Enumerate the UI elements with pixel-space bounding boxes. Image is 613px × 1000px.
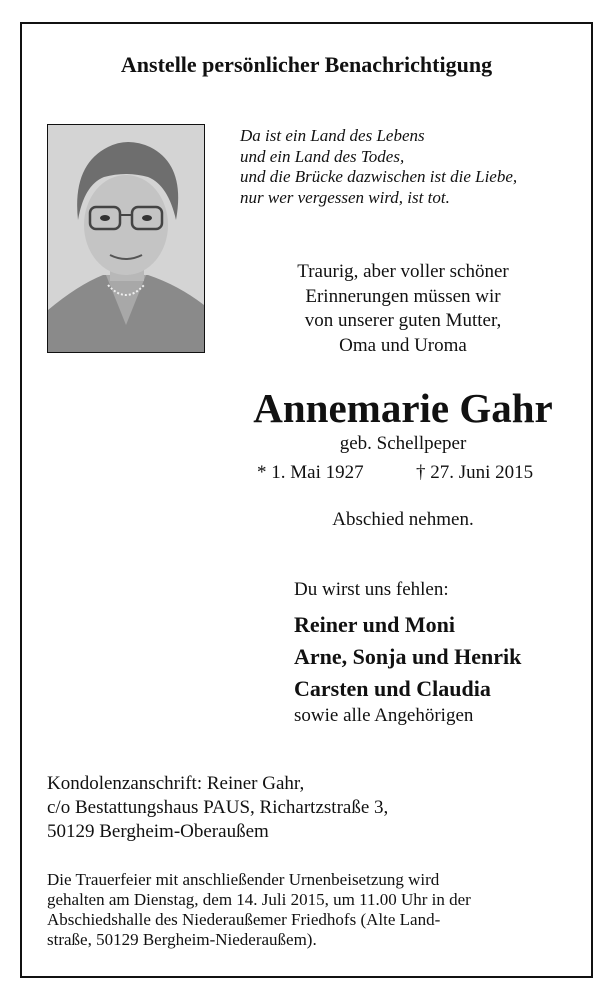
service-line: straße, 50129 Bergheim-Niederaußem).: [47, 930, 317, 949]
mourners-list: [294, 609, 521, 705]
mourner-family: Arne, Sonja und Henrik: [294, 644, 522, 669]
service-details: [47, 870, 471, 950]
address-line: Kondolenzanschrift: Reiner Gahr,: [47, 773, 305, 794]
service-line: Abschiedshalle des Niederaußemer Friedhofs (Alte Land-: [47, 910, 441, 929]
intro-line: Traurig, aber voller schöner: [297, 261, 509, 282]
missing-line: Du wirst uns fehlen:: [294, 579, 449, 600]
deceased-name: Annemarie Gahr: [253, 385, 553, 431]
poem-line: und die Brücke dazwischen ist die Liebe,: [240, 167, 518, 186]
death-date: † 27. Juni 2015: [416, 462, 534, 483]
intro-line: von unserer guten Mutter,: [304, 310, 502, 331]
intro-text: [222, 260, 584, 358]
poem-quote: [240, 126, 517, 208]
notice-heading: Anstelle persönlicher Benachrichtigung: [120, 52, 493, 77]
service-line: Die Trauerfeier mit anschließender Urnenbeisetzung wird: [47, 870, 440, 889]
condolence-address: [47, 772, 388, 844]
address-line: 50129 Bergheim-Oberaußem: [47, 821, 269, 842]
poem-line: Da ist ein Land des Lebens: [240, 126, 425, 145]
birth-date: * 1. Mai 1927: [257, 462, 364, 483]
poem-line: und ein Land des Todes,: [240, 146, 405, 166]
intro-line: Oma und Uroma: [339, 334, 467, 356]
address-line: c/o Bestattungshaus PAUS, Richartzstraße 3,: [47, 797, 389, 818]
intro-line: Erinnerungen müssen wir: [305, 285, 501, 307]
mourner-family: Reiner und Moni: [294, 612, 455, 637]
portrait-photo: [47, 124, 205, 353]
mourner-family: Carsten und Claudia: [294, 676, 491, 701]
poem-line: nur wer vergessen wird, ist tot.: [240, 187, 450, 207]
relatives-line: sowie alle Angehörigen: [294, 705, 474, 726]
farewell-text: Abschied nehmen.: [332, 509, 474, 530]
service-line: gehalten am Dienstag, dem 14. Juli 2015, um 11.00 Uhr in der: [47, 890, 471, 909]
birth-name: geb. Schellpeper: [339, 433, 467, 454]
